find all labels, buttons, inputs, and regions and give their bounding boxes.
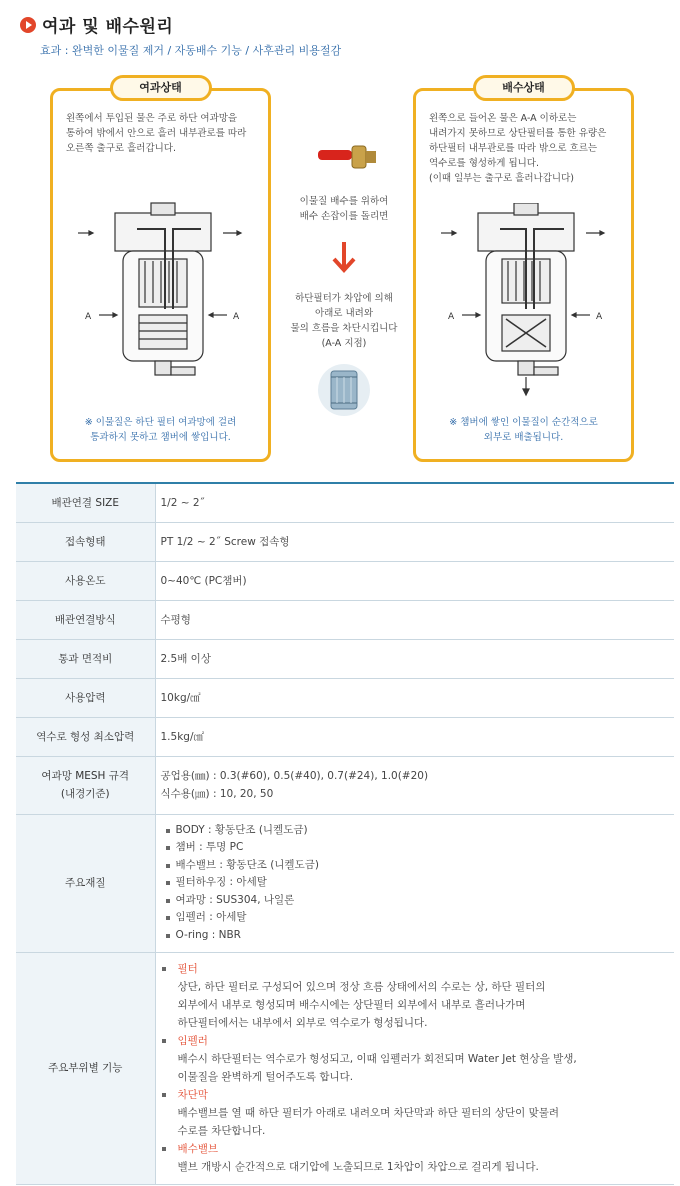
- page-title: 여과 및 배수원리: [42, 17, 174, 37]
- spec-value: [155, 814, 674, 952]
- spec-key: 배관연결방식: [16, 600, 155, 639]
- panel-title: 배수상태: [473, 75, 575, 101]
- spec-value: 1.5kg/㎠: [155, 717, 674, 756]
- list-item: 필터하우징 : 아세탈: [161, 874, 675, 892]
- spec-key: 배관연결 SIZE: [16, 483, 155, 522]
- section-header: [20, 12, 173, 37]
- spec-key: 사용온도: [16, 561, 155, 600]
- spec-value: PT 1/2 ~ 2˝ Screw 접속형: [155, 522, 674, 561]
- list-item: 필터 상단, 하단 필터로 구성되어 있으며 정상 흐름 상태에서의 수로는 상, 하단 필터의 외부에서 내부로 형성되며 배수시에는 상단필터 외부에서 내부로 흘러나가며 하단필터에서는 내부에서 외부로 역수로가 형성됩니다.: [156, 960, 675, 1032]
- spec-value: 공업용(㎜) : 0.3(#60), 0.5(#40), 0.7(#24), 1.0(#20) 식수용(㎛) : 10, 20, 50: [155, 756, 674, 814]
- spec-value: [155, 952, 674, 1184]
- section-a-label: A: [596, 312, 603, 322]
- spec-row: [16, 639, 674, 678]
- spec-row: [16, 717, 674, 756]
- spec-key: 역수로 형성 최소압력: [16, 717, 155, 756]
- list-item: 배수밸브 : 황동단조 (니켈도금): [161, 857, 675, 875]
- spec-row-mesh: [16, 756, 674, 814]
- spec-row: [16, 522, 674, 561]
- list-item: O-ring : NBR: [161, 927, 675, 945]
- filter-cartridge-icon: [317, 363, 371, 417]
- spec-key: 주요부위별 기능: [16, 952, 155, 1184]
- spec-value: 1/2 ~ 2˝: [155, 483, 674, 522]
- functions-list: [156, 960, 675, 1176]
- section-a-label: A: [448, 312, 455, 322]
- spec-value: 0~40℃ (PC챔버): [155, 561, 674, 600]
- filter-drop-explanation: 하단필터가 차압에 의해 아래로 내려와 물의 흐름을 차단시킵니다 (A-A 지점): [290, 293, 398, 349]
- spec-value: 10kg/㎠: [155, 678, 674, 717]
- list-item: 배수밸브 밸브 개방시 순간적으로 대기압에 노출되므로 1차압이 차압으로 걸리게 됩니다.: [156, 1140, 675, 1176]
- drain-instruction: 이물질 배수를 위하여 배수 손잡이를 돌리면: [299, 196, 389, 222]
- filter-diagram-filtration: [73, 199, 253, 399]
- list-item: 차단막 배수밸브를 열 때 하단 필터가 아래로 내려오며 차단막과 하단 필터의 상단이 맞물려 수로를 차단합니다.: [156, 1086, 675, 1140]
- panel-title: 여과상태: [110, 75, 212, 101]
- spec-key: 통과 면적비: [16, 639, 155, 678]
- spec-value: 2.5배 이상: [155, 639, 674, 678]
- list-item: 임펠러 : 아세탈: [161, 909, 675, 927]
- section-a-label: A: [233, 312, 240, 322]
- spec-row: [16, 600, 674, 639]
- spec-row-functions: [16, 952, 674, 1184]
- panel-note: ※ 챔버에 쌓인 이물질이 순간적으로 외부로 배출됩니다.: [449, 417, 598, 443]
- spec-key: 접속형태: [16, 522, 155, 561]
- panel-description: 왼쪽으로 들어온 물은 A-A 이하로는 내려가지 못하므로 상단필터를 통한 유량은 하단필터 내부관로를 따라 밖으로 흐르는 역수로를 형성하게 됩니다. (이때 일부는 출구로 흘러나갑니다): [429, 113, 607, 184]
- spec-row: [16, 483, 674, 522]
- spec-row-materials: [16, 814, 674, 952]
- spec-key: 사용압력: [16, 678, 155, 717]
- down-arrow-icon: [331, 240, 357, 274]
- list-item: 여과망 : SUS304, 나일론: [161, 892, 675, 910]
- materials-list: [161, 822, 675, 945]
- section-a-label: A: [85, 312, 92, 322]
- arrow-bullet-icon: [20, 17, 36, 33]
- list-item: 챔버 : 투명 PC: [161, 839, 675, 857]
- drain-handle-icon: [312, 140, 378, 174]
- spec-key: 여과망 MESH 규격 (내경기준): [16, 756, 155, 814]
- spec-value: 수평형: [155, 600, 674, 639]
- spec-key: 주요재질: [16, 814, 155, 952]
- filter-diagram-drainage: [436, 203, 616, 403]
- list-item: BODY : 황동단조 (니켈도금): [161, 822, 675, 840]
- list-item: 임펠러 배수시 하단필터는 역수로가 형성되고, 이때 임펠러가 회전되며 Water Jet 현상을 발생, 이물질을 완벽하게 털어주도록 합니다.: [156, 1032, 675, 1086]
- spec-row: [16, 561, 674, 600]
- spec-row: [16, 678, 674, 717]
- panel-note: ※ 이물질은 하단 필터 여과망에 걸려 통과하지 못하고 챔버에 쌓입니다.: [84, 417, 237, 443]
- panel-description: 왼쪽에서 투입된 물은 주로 하단 여과망을 통하여 밖에서 안으로 흘러 내부관로를 따라 오른쪽 출구로 흘러갑니다.: [66, 113, 247, 154]
- spec-table: [16, 482, 674, 1185]
- filtration-panel: [50, 81, 271, 462]
- drainage-panel: [413, 81, 634, 462]
- effect-line: 효과 : 완벽한 이물질 제거 / 자동배수 기능 / 사후관리 비용절감: [40, 44, 342, 57]
